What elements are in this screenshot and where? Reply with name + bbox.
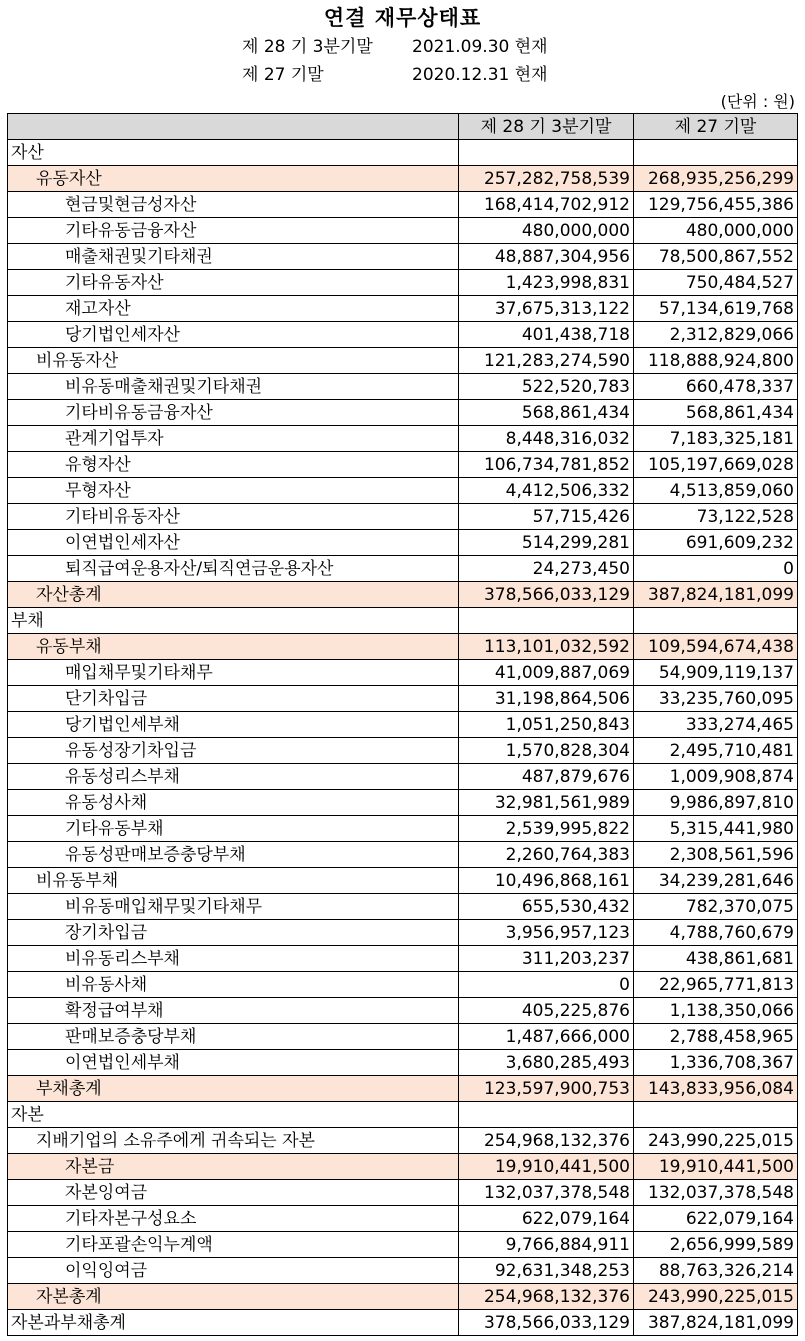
value-period-1: 568,861,434 xyxy=(459,400,634,426)
table-row xyxy=(8,166,798,192)
value-period-2: 1,138,350,066 xyxy=(634,998,798,1024)
row-label: 기타유동부채 xyxy=(8,816,459,842)
table-body xyxy=(8,140,798,1336)
value-period-2: 7,183,325,181 xyxy=(634,426,798,452)
row-label: 자본총계 xyxy=(8,1284,459,1310)
value-period-2: 9,986,897,810 xyxy=(634,790,798,816)
row-label: 유동부채 xyxy=(8,634,459,660)
value-period-2: 0 xyxy=(634,556,798,582)
value-period-2: 5,315,441,980 xyxy=(634,816,798,842)
value-period-2: 2,308,561,596 xyxy=(634,842,798,868)
value-period-1: 113,101,032,592 xyxy=(459,634,634,660)
table-row xyxy=(8,348,798,374)
header-blank xyxy=(8,114,459,140)
period-2-date: 2020.12.31 현재 xyxy=(412,65,548,85)
row-label: 비유동매출채권및기타채권 xyxy=(8,374,459,400)
value-period-2: 568,861,434 xyxy=(634,400,798,426)
row-label: 지배기업의 소유주에게 귀속되는 자본 xyxy=(8,1128,459,1154)
table-row xyxy=(8,140,798,166)
table-row xyxy=(8,660,798,686)
value-period-1: 9,766,884,911 xyxy=(459,1232,634,1258)
value-period-1: 257,282,758,539 xyxy=(459,166,634,192)
table-row xyxy=(8,582,798,608)
value-period-2: 1,009,908,874 xyxy=(634,764,798,790)
table-row xyxy=(8,400,798,426)
row-label: 비유동사채 xyxy=(8,972,459,998)
row-label: 기타유동자산 xyxy=(8,270,459,296)
period-1-label: 제 28 기 3분기말 xyxy=(242,37,373,57)
row-label: 비유동매입채무및기타채무 xyxy=(8,894,459,920)
value-period-1: 1,423,998,831 xyxy=(459,270,634,296)
row-label: 유형자산 xyxy=(8,452,459,478)
value-period-1: 254,968,132,376 xyxy=(459,1128,634,1154)
value-period-2: 660,478,337 xyxy=(634,374,798,400)
value-period-2: 333,274,465 xyxy=(634,712,798,738)
value-period-2: 750,484,527 xyxy=(634,270,798,296)
table-row xyxy=(8,530,798,556)
value-period-1: 655,530,432 xyxy=(459,894,634,920)
table-row xyxy=(8,296,798,322)
value-period-1: 378,566,033,129 xyxy=(459,1310,634,1336)
row-label: 현금및현금성자산 xyxy=(8,192,459,218)
table-row xyxy=(8,764,798,790)
value-period-2: 33,235,760,095 xyxy=(634,686,798,712)
unit-label: (단위 : 원) xyxy=(720,92,795,111)
row-label: 유동성사채 xyxy=(8,790,459,816)
row-label: 단기차입금 xyxy=(8,686,459,712)
row-label: 매출채권및기타채권 xyxy=(8,244,459,270)
value-period-1: 48,887,304,956 xyxy=(459,244,634,270)
header-period-2: 제 27 기말 xyxy=(634,114,798,140)
table-row xyxy=(8,1050,798,1076)
table-row xyxy=(8,556,798,582)
period-2-label: 제 27 기말 xyxy=(242,65,324,85)
value-period-1: 1,570,828,304 xyxy=(459,738,634,764)
row-label: 매입채무및기타채무 xyxy=(8,660,459,686)
row-label: 기타포괄손익누계액 xyxy=(8,1232,459,1258)
table-row xyxy=(8,1180,798,1206)
value-period-2: 387,824,181,099 xyxy=(634,1310,798,1336)
value-period-1 xyxy=(459,140,634,166)
value-period-1: 92,631,348,253 xyxy=(459,1258,634,1284)
table-row xyxy=(8,426,798,452)
value-period-2: 22,965,771,813 xyxy=(634,972,798,998)
table-row xyxy=(8,1154,798,1180)
value-period-1: 2,539,995,822 xyxy=(459,816,634,842)
value-period-2: 129,756,455,386 xyxy=(634,192,798,218)
value-period-1 xyxy=(459,608,634,634)
row-label: 자본과부채총계 xyxy=(8,1310,459,1336)
value-period-2 xyxy=(634,608,798,634)
value-period-2: 19,910,441,500 xyxy=(634,1154,798,1180)
value-period-1: 32,981,561,989 xyxy=(459,790,634,816)
value-period-1: 254,968,132,376 xyxy=(459,1284,634,1310)
table-row xyxy=(8,1128,798,1154)
value-period-2: 480,000,000 xyxy=(634,218,798,244)
value-period-2: 109,594,674,438 xyxy=(634,634,798,660)
value-period-1: 41,009,887,069 xyxy=(459,660,634,686)
value-period-1: 378,566,033,129 xyxy=(459,582,634,608)
header-period-1: 제 28 기 3분기말 xyxy=(459,114,634,140)
row-label: 기타비유동자산 xyxy=(8,504,459,530)
value-period-2: 132,037,378,548 xyxy=(634,1180,798,1206)
value-period-2: 88,763,326,214 xyxy=(634,1258,798,1284)
balance-sheet-table xyxy=(7,113,798,1336)
table-row xyxy=(8,478,798,504)
row-label: 유동성리스부채 xyxy=(8,764,459,790)
value-period-1: 19,910,441,500 xyxy=(459,1154,634,1180)
row-label: 자본잉여금 xyxy=(8,1180,459,1206)
row-label: 유동자산 xyxy=(8,166,459,192)
value-period-2: 1,336,708,367 xyxy=(634,1050,798,1076)
table-row xyxy=(8,218,798,244)
table-row xyxy=(8,270,798,296)
table-row xyxy=(8,738,798,764)
value-period-2: 691,609,232 xyxy=(634,530,798,556)
value-period-2: 54,909,119,137 xyxy=(634,660,798,686)
row-label: 자산 xyxy=(8,140,459,166)
value-period-1: 514,299,281 xyxy=(459,530,634,556)
value-period-2: 118,888,924,800 xyxy=(634,348,798,374)
table-row xyxy=(8,1232,798,1258)
value-period-1: 522,520,783 xyxy=(459,374,634,400)
value-period-2: 622,079,164 xyxy=(634,1206,798,1232)
value-period-2: 73,122,528 xyxy=(634,504,798,530)
row-label: 자산총계 xyxy=(8,582,459,608)
table-row xyxy=(8,1076,798,1102)
row-label: 판매보증충당부채 xyxy=(8,1024,459,1050)
table-row xyxy=(8,608,798,634)
value-period-1: 401,438,718 xyxy=(459,322,634,348)
row-label: 기타비유동금융자산 xyxy=(8,400,459,426)
table-row xyxy=(8,452,798,478)
row-label: 기타유동금융자산 xyxy=(8,218,459,244)
row-label: 무형자산 xyxy=(8,478,459,504)
value-period-1: 622,079,164 xyxy=(459,1206,634,1232)
table-row xyxy=(8,868,798,894)
value-period-1: 405,225,876 xyxy=(459,998,634,1024)
table-row xyxy=(8,1206,798,1232)
row-label: 당기법인세자산 xyxy=(8,322,459,348)
value-period-1: 2,260,764,383 xyxy=(459,842,634,868)
value-period-2: 143,833,956,084 xyxy=(634,1076,798,1102)
row-label: 이연법인세부채 xyxy=(8,1050,459,1076)
row-label: 자본 xyxy=(8,1102,459,1128)
table-row xyxy=(8,1310,798,1336)
value-period-1: 31,198,864,506 xyxy=(459,686,634,712)
value-period-1: 57,715,426 xyxy=(459,504,634,530)
table-row xyxy=(8,504,798,530)
value-period-1: 480,000,000 xyxy=(459,218,634,244)
table-row xyxy=(8,1258,798,1284)
table-row xyxy=(8,842,798,868)
value-period-1: 3,680,285,493 xyxy=(459,1050,634,1076)
value-period-1: 8,448,316,032 xyxy=(459,426,634,452)
statement-title: 연결 재무상태표 xyxy=(323,6,482,30)
table-row xyxy=(8,790,798,816)
value-period-2: 243,990,225,015 xyxy=(634,1284,798,1310)
table-row xyxy=(8,244,798,270)
table-row xyxy=(8,1024,798,1050)
row-label: 관계기업투자 xyxy=(8,426,459,452)
table-row xyxy=(8,998,798,1024)
row-label: 이익잉여금 xyxy=(8,1258,459,1284)
value-period-2: 4,513,859,060 xyxy=(634,478,798,504)
table-row xyxy=(8,634,798,660)
row-label: 비유동자산 xyxy=(8,348,459,374)
row-label: 비유동리스부채 xyxy=(8,946,459,972)
value-period-2: 57,134,619,768 xyxy=(634,296,798,322)
value-period-1 xyxy=(459,1102,634,1128)
value-period-2: 268,935,256,299 xyxy=(634,166,798,192)
table-row xyxy=(8,972,798,998)
value-period-2: 4,788,760,679 xyxy=(634,920,798,946)
row-label: 이연법인세자산 xyxy=(8,530,459,556)
value-period-2: 782,370,075 xyxy=(634,894,798,920)
table-row xyxy=(8,894,798,920)
period-1-date: 2021.09.30 현재 xyxy=(412,37,548,57)
table-row xyxy=(8,686,798,712)
value-period-2: 438,861,681 xyxy=(634,946,798,972)
value-period-1: 37,675,313,122 xyxy=(459,296,634,322)
row-label: 부채총계 xyxy=(8,1076,459,1102)
row-label: 장기차입금 xyxy=(8,920,459,946)
value-period-2: 34,239,281,646 xyxy=(634,868,798,894)
value-period-1: 24,273,450 xyxy=(459,556,634,582)
row-label: 기타자본구성요소 xyxy=(8,1206,459,1232)
table-row xyxy=(8,1102,798,1128)
value-period-1: 106,734,781,852 xyxy=(459,452,634,478)
value-period-1: 123,597,900,753 xyxy=(459,1076,634,1102)
value-period-1: 132,037,378,548 xyxy=(459,1180,634,1206)
value-period-1: 1,051,250,843 xyxy=(459,712,634,738)
value-period-2: 2,788,458,965 xyxy=(634,1024,798,1050)
table-row xyxy=(8,816,798,842)
table-row xyxy=(8,712,798,738)
value-period-2 xyxy=(634,1102,798,1128)
value-period-1: 121,283,274,590 xyxy=(459,348,634,374)
table-row xyxy=(8,192,798,218)
value-period-2: 243,990,225,015 xyxy=(634,1128,798,1154)
row-label: 유동성장기차입금 xyxy=(8,738,459,764)
value-period-1: 311,203,237 xyxy=(459,946,634,972)
value-period-2: 105,197,669,028 xyxy=(634,452,798,478)
row-label: 자본금 xyxy=(8,1154,459,1180)
value-period-1: 487,879,676 xyxy=(459,764,634,790)
table-row xyxy=(8,946,798,972)
value-period-1: 168,414,702,912 xyxy=(459,192,634,218)
table-row xyxy=(8,1284,798,1310)
row-label: 재고자산 xyxy=(8,296,459,322)
value-period-1: 1,487,666,000 xyxy=(459,1024,634,1050)
table-row xyxy=(8,920,798,946)
header-row xyxy=(8,114,798,140)
value-period-1: 3,956,957,123 xyxy=(459,920,634,946)
value-period-2: 2,495,710,481 xyxy=(634,738,798,764)
value-period-2: 387,824,181,099 xyxy=(634,582,798,608)
row-label: 부채 xyxy=(8,608,459,634)
row-label: 당기법인세부채 xyxy=(8,712,459,738)
value-period-2 xyxy=(634,140,798,166)
table-row xyxy=(8,322,798,348)
row-label: 퇴직급여운용자산/퇴직연금운용자산 xyxy=(8,556,459,582)
value-period-1: 0 xyxy=(459,972,634,998)
value-period-1: 4,412,506,332 xyxy=(459,478,634,504)
row-label: 확정급여부채 xyxy=(8,998,459,1024)
row-label: 유동성판매보증충당부채 xyxy=(8,842,459,868)
value-period-2: 78,500,867,552 xyxy=(634,244,798,270)
value-period-2: 2,312,829,066 xyxy=(634,322,798,348)
value-period-1: 10,496,868,161 xyxy=(459,868,634,894)
row-label: 비유동부채 xyxy=(8,868,459,894)
value-period-2: 2,656,999,589 xyxy=(634,1232,798,1258)
table-row xyxy=(8,374,798,400)
